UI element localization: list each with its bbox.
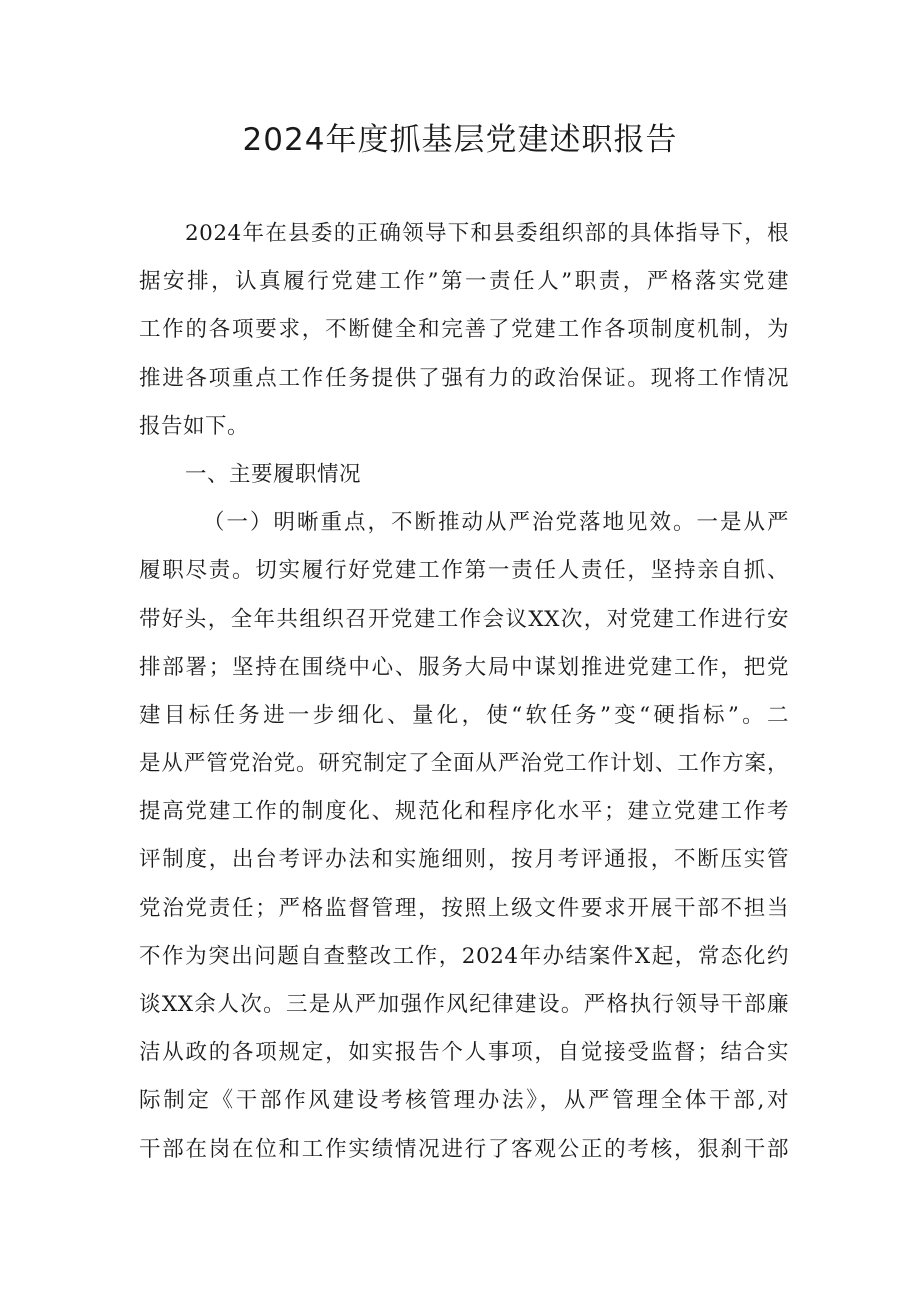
paragraph-line: 提高党建工作的制度化、规范化和程序化水平；建立党建工作考 [139, 799, 789, 825]
paragraph-line: 是从严管党治党。研究制定了全面从严治党工作计划、工作方案， [139, 751, 789, 777]
paragraph-line: 推进各项重点工作任务提供了强有力的政治保证。现将工作情况 [139, 365, 789, 391]
paragraph-line: 干部在岗在位和工作实绩情况进行了客观公正的考核，狠刹干部 [139, 1136, 789, 1162]
paragraph-line: 报告如下。 [139, 413, 250, 439]
paragraph-line: 洁从政的各项规定，如实报告个人事项，自觉接受监督；结合实 [139, 1040, 789, 1066]
paragraph-line: 据安排，认真履行党建工作”第一责任人”职责，严格落实党建 [139, 269, 789, 295]
paragraph-line: 带好头，全年共组织召开党建工作会议XX次，对党建工作进行安 [139, 606, 789, 632]
document-title: 2024年度抓基层党建述职报告 [242, 122, 678, 158]
section-heading: 一、主要履职情况 [185, 461, 362, 487]
paragraph-line: 履职尽责。切实履行好党建工作第一责任人责任，坚持亲自抓、 [139, 558, 789, 584]
paragraph-line: （一）明晰重点，不断推动从严治党落地见效。一是从严 [203, 510, 789, 536]
paragraph-line: 评制度，出台考评办法和实施细则，按月考评通报，不断压实管 [139, 847, 789, 873]
paragraph-line: 际制定《干部作风建设考核管理办法》，从严管理全体干部,对 [139, 1088, 789, 1114]
paragraph-line: 党治党责任；严格监督管理，按照上级文件要求开展干部不担当 [139, 895, 789, 921]
paragraph-line: 2024年在县委的正确领导下和县委组织部的具体指导下，根 [185, 221, 789, 246]
paragraph-line: 排部署；坚持在围绕中心、服务大局中谋划推进党建工作，把党 [139, 654, 789, 680]
paragraph-line: 不作为突出问题自查整改工作，2024年办结案件X起，常态化约 [139, 943, 789, 969]
document-body [139, 210, 789, 1174]
paragraph-line: 工作的各项要求，不断健全和完善了党建工作各项制度机制，为 [139, 317, 789, 343]
paragraph-line: 建目标任务进一步细化、量化，使“软任务”变“硬指标”。二 [139, 702, 789, 728]
paragraph-line: 谈XX余人次。三是从严加强作风纪律建设。严格执行领导干部廉 [139, 992, 789, 1017]
